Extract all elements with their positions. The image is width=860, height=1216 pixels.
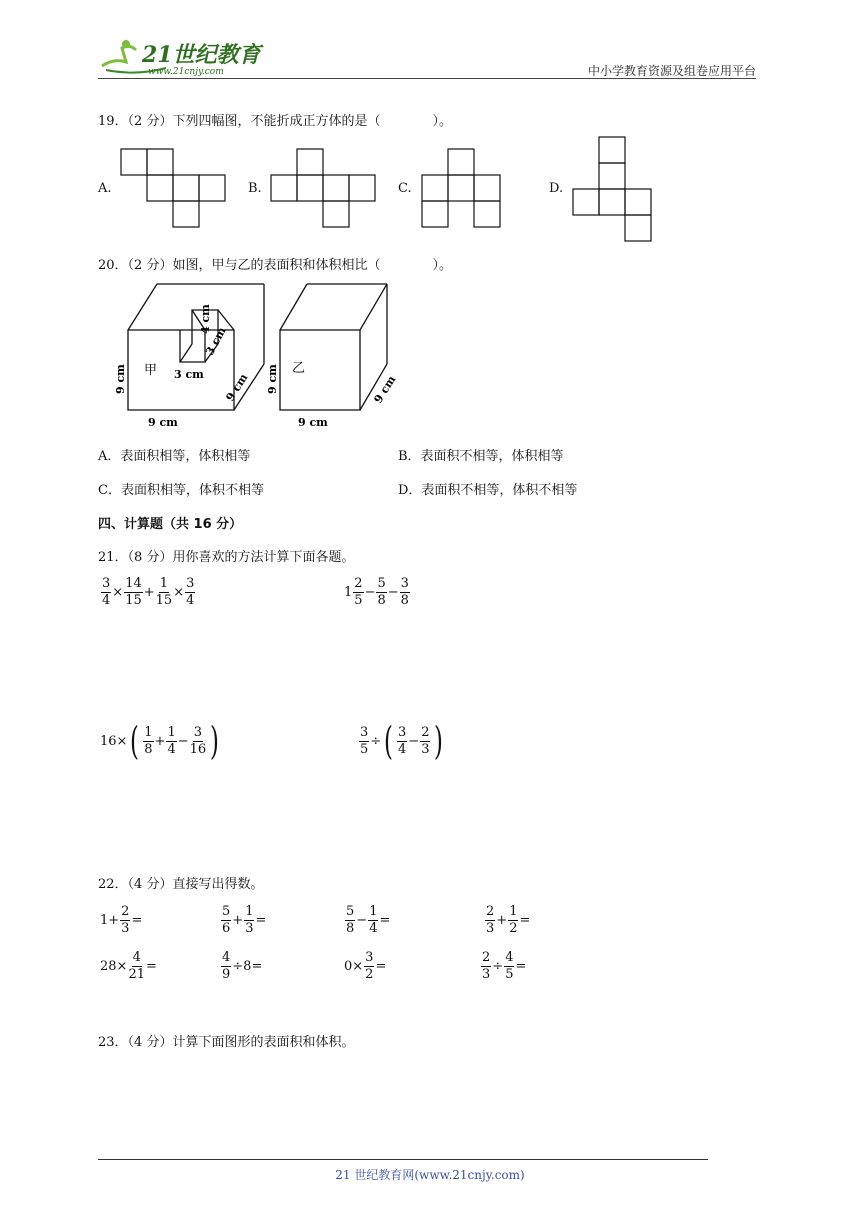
fig-label-yi: 乙 xyxy=(292,361,306,376)
q21-expr-1: $\frac{3}{4}$ × $\frac{14}{15}$ + $\frac{1}{15}$ × $\frac{3}{4}$ xyxy=(102,576,195,608)
fig-dim-9cm-left-b: 9 cm xyxy=(266,364,279,394)
q19-stem: 19．（2 分）下列四幅图，不能折成正方体的是（ ）。 xyxy=(98,114,452,129)
fig-dim-9cm-bottom-b: 9 cm xyxy=(298,416,328,429)
q19-option-d-label: D. xyxy=(549,181,564,196)
q19-net-c xyxy=(419,146,503,228)
footer-text[interactable]: 21 世纪教育网(www.21cnjy.com) xyxy=(335,1168,525,1182)
fig-dim-3cm-side: 3 cm xyxy=(203,324,229,358)
site-logo xyxy=(96,36,266,78)
q19-net-d xyxy=(570,134,654,242)
q21-expr-2: 1 $\frac{2}{5}$ − $\frac{5}{8}$ − $\frac{3}{8}$ xyxy=(344,576,409,608)
q22-expr-8: $\frac{2}{3}$ ÷ $\frac{4}{5}$ = xyxy=(482,950,527,982)
q19-option-c-label: C. xyxy=(398,181,412,196)
q20-option-b: B．表面积不相等，体积相等 xyxy=(398,449,564,464)
q22-expr-3: $\frac{5}{8}$ − $\frac{1}{4}$ = xyxy=(346,904,391,936)
q19-option-b-label: B. xyxy=(248,181,262,196)
logo-url: www.21cnjy.com xyxy=(148,67,224,77)
q21-expr-4: $\frac{3}{5}$ ÷ ( $\frac{3}{4}$ − $\frac{2}{3}$ ) xyxy=(360,719,444,763)
header-divider xyxy=(98,78,756,79)
q20-stem: 20．（2 分）如图，甲与乙的表面积和体积相比（ ）。 xyxy=(98,258,452,273)
q22-expr-5: 28× $\frac{4}{21}$ = xyxy=(100,950,157,982)
q19-net-b xyxy=(268,146,378,228)
fig-dim-9cm-depth-a: 9 cm xyxy=(223,371,251,404)
logo-text: 21世纪教育 xyxy=(142,42,261,68)
fig-dim-9cm-depth-b: 9 cm xyxy=(371,373,399,406)
q22-expr-1: 1+ $\frac{2}{3}$ = xyxy=(100,904,143,936)
q21-stem: 21．（8 分）用你喜欢的方法计算下面各题。 xyxy=(98,550,355,565)
section-4-title: 四、计算题（共 16 分） xyxy=(98,517,243,532)
logo-graphic xyxy=(96,36,266,78)
q19-net-a xyxy=(118,146,228,228)
q20-option-a: A．表面积相等，体积相等 xyxy=(98,449,251,464)
fig-dim-9cm-left-a: 9 cm xyxy=(114,364,127,394)
q22-expr-6: $\frac{4}{9}$ ÷8= xyxy=(222,950,263,982)
fig-dim-4cm: 4 cm xyxy=(199,304,212,334)
q21-expr-3: 16× ( $\frac{1}{8}$ + $\frac{1}{4}$ − $\frac{3}{16}$ ) xyxy=(100,719,220,763)
header-platform-text: 中小学教育资源及组卷应用平台 xyxy=(587,64,756,78)
q20-option-c: C．表面积相等，体积不相等 xyxy=(98,483,264,498)
q22-expr-4: $\frac{2}{3}$ + $\frac{1}{2}$ = xyxy=(486,904,531,936)
q22-stem: 22．（4 分）直接写出得数。 xyxy=(98,877,264,892)
q22-expr-2: $\frac{5}{6}$ + $\frac{1}{3}$ = xyxy=(222,904,267,936)
q20-figure xyxy=(104,276,424,432)
fig-dim-9cm-bottom-a: 9 cm xyxy=(148,416,178,429)
q20-option-d: D．表面积不相等，体积不相等 xyxy=(398,483,578,498)
q23-stem: 23．（4 分）计算下面图形的表面积和体积。 xyxy=(98,1035,355,1050)
fig-dim-3cm-bottom: 3 cm xyxy=(174,368,204,381)
q22-expr-7: 0× $\frac{3}{2}$ = xyxy=(344,950,387,982)
fig-label-jia: 甲 xyxy=(144,363,158,378)
footer-divider xyxy=(98,1159,708,1160)
q19-option-a-label: A. xyxy=(98,181,112,196)
